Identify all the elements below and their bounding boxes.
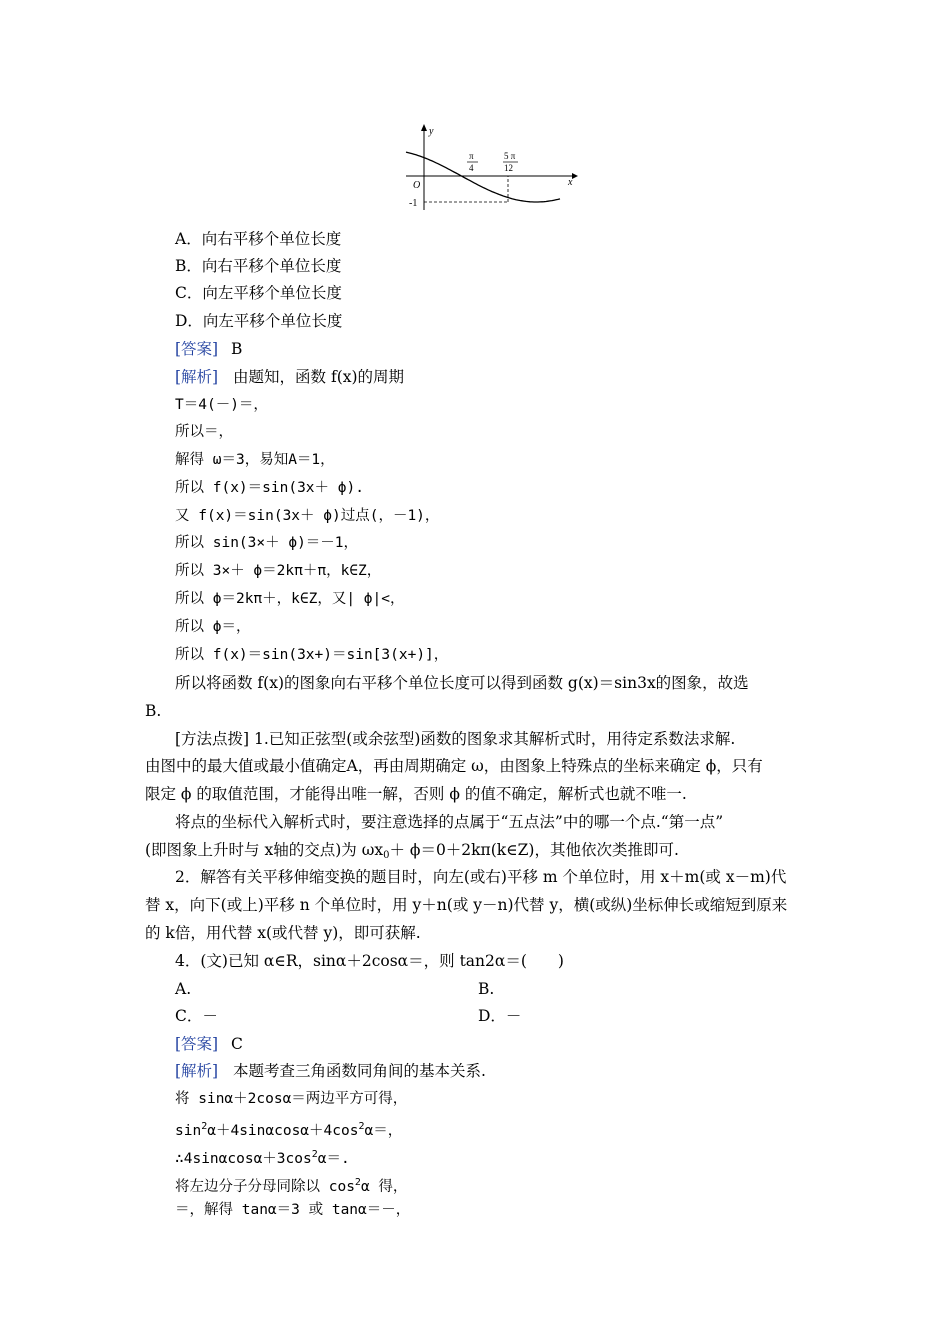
y-tick-minus-one: -1 — [409, 198, 418, 209]
method-p3-line2: 替 x，向下(或上)平移 n 个单位时，用 y＋n(或 y－n)代替 y，横(或纵)坐标伸长或缩短到原来 — [145, 896, 788, 914]
tick-pi-over-4-den: 4 — [469, 163, 474, 173]
method-p1-line1: [方法点拨] 1.已知正弦型(或余弦型)函数的图象求其解析式时，用待定系数法求解. — [175, 730, 736, 748]
sine-curve — [406, 152, 560, 202]
q4-option-c: C．－ — [175, 1007, 218, 1025]
q4-step-5: ＝，解得 tanα＝3 或 tanα＝－， — [175, 1202, 411, 1218]
answer-value: B — [231, 340, 243, 358]
sine-graph-figure — [402, 122, 582, 214]
q4-step-2-b: α＋4sinαcosα＋4cos — [207, 1123, 359, 1139]
q4-step-4 — [175, 1173, 407, 1197]
superscript-2: 2 — [201, 1121, 208, 1132]
q4-step-3 — [175, 1145, 350, 1169]
q3-option-d: D．向左平移个单位长度 — [175, 312, 343, 330]
superscript-2: 2 — [354, 1177, 361, 1188]
q3-step-4: 所以 f(x)＝sin(3x＋ ϕ). — [175, 480, 364, 496]
q3-step-5: 又 f(x)＝sin(3x＋ ϕ)过点(，－1)， — [175, 508, 440, 524]
y-axis-label: y — [429, 126, 434, 137]
superscript-2: 2 — [311, 1149, 318, 1160]
method-p1-line2: 由图中的最大值或最小值确定A，再由周期确定 ω，由图象上特殊点的坐标来确定 ϕ，只有 — [145, 757, 763, 775]
q3-step-10: 所以 f(x)＝sin(3x+)＝sin[3(x+)]， — [175, 647, 449, 663]
q4-step-2 — [175, 1117, 402, 1141]
method-p2-line2-b: ＋ ϕ＝0＋2kπ(k∈Z)，其他依次类推即可. — [389, 841, 679, 859]
method-p1-line3: 限定 ϕ 的取值范围，才能得出唯一解，否则 ϕ 的值不确定，解析式也就不唯一. — [145, 785, 687, 803]
analysis-text: 本题考查三角函数同角间的基本关系. — [233, 1062, 486, 1080]
q3-step-8: 所以 ϕ＝2kπ＋，k∈Z，又| ϕ|<， — [175, 591, 405, 607]
method-p3-line1: 2．解答有关平移伸缩变换的题目时，向左(或右)平移 m 个单位时，用 x＋m(或 x－m)代 — [175, 868, 787, 886]
tick-pi-over-4-num: π — [469, 151, 474, 161]
q4-option-b: B. — [478, 980, 495, 998]
q4-step-3-a: ∴4sinαcosα＋3cos — [175, 1151, 312, 1167]
q3-answer — [175, 339, 242, 359]
q3-step-2: 所以＝， — [175, 424, 233, 440]
q4-step-4-a: 将左边分子分母同除以 cos — [175, 1179, 355, 1195]
x-axis-arrow — [572, 173, 578, 179]
tick-5pi-over-12-den: 12 — [504, 163, 513, 173]
q4-answer — [175, 1034, 243, 1054]
q3-analysis-head — [175, 367, 404, 387]
q4-analysis-head — [175, 1061, 486, 1081]
q4-step-2-a: sin — [175, 1123, 202, 1139]
x-axis-label: x — [568, 177, 573, 188]
tick-5pi-over-12-num: 5 π — [504, 151, 516, 161]
method-p2-line2 — [145, 840, 679, 866]
y-axis-arrow — [421, 124, 427, 131]
q3-conclusion-line1: 所以将函数 f(x)的图象向右平移个单位长度可以得到函数 g(x)＝sin3x的图象，故选 — [175, 674, 749, 692]
q3-step-7: 所以 3×＋ ϕ＝2kπ＋π，k∈Z， — [175, 563, 382, 579]
analysis-tag: [解析] — [175, 1062, 219, 1080]
method-p2-line1: 将点的坐标代入解析式时，要注意选择的点属于“五点法”中的哪一个点.“第一点” — [175, 813, 724, 831]
q3-option-a: A．向右平移个单位长度 — [175, 230, 342, 248]
q3-step-3: 解得 ω＝3，易知A＝1， — [175, 452, 335, 468]
q3-step-1: T＝4(－)＝， — [175, 397, 268, 413]
q4-option-d: D．－ — [478, 1007, 522, 1025]
q4-stem: 4．(文)已知 α∈R，sinα＋2cosα＝，则 tan2α＝( ) — [175, 952, 564, 970]
answer-tag: [答案] — [175, 1035, 219, 1053]
superscript-2: 2 — [358, 1121, 365, 1132]
q3-conclusion-line2: B. — [145, 702, 162, 720]
q4-step-2-c: α＝， — [364, 1123, 403, 1139]
q3-option-c: C．向左平移个单位长度 — [175, 284, 342, 302]
q4-step-3-b: α＝. — [317, 1151, 350, 1167]
subscript-zero: 0 — [383, 850, 390, 861]
q4-step-1: 将 sinα＋2cosα＝两边平方可得， — [175, 1091, 408, 1107]
analysis-tag: [解析] — [175, 368, 219, 386]
method-p3-line3: 的 k倍，用代替 x(或代替 y)，即可获解. — [145, 924, 421, 942]
q3-option-b: B．向右平移个单位长度 — [175, 257, 342, 275]
answer-value: C — [231, 1035, 243, 1053]
origin-label: O — [413, 180, 421, 191]
analysis-text: 由题知，函数 f(x)的周期 — [233, 368, 405, 386]
q3-step-6: 所以 sin(3×＋ ϕ)＝－1， — [175, 535, 359, 551]
method-p2-line2-a: (即图象上升时与 x轴的交点)为 ωx — [145, 841, 384, 859]
q4-step-4-b: α 得， — [360, 1179, 408, 1195]
q4-option-a: A. — [175, 980, 192, 998]
q3-step-9: 所以 ϕ＝， — [175, 619, 251, 635]
answer-tag: [答案] — [175, 340, 219, 358]
